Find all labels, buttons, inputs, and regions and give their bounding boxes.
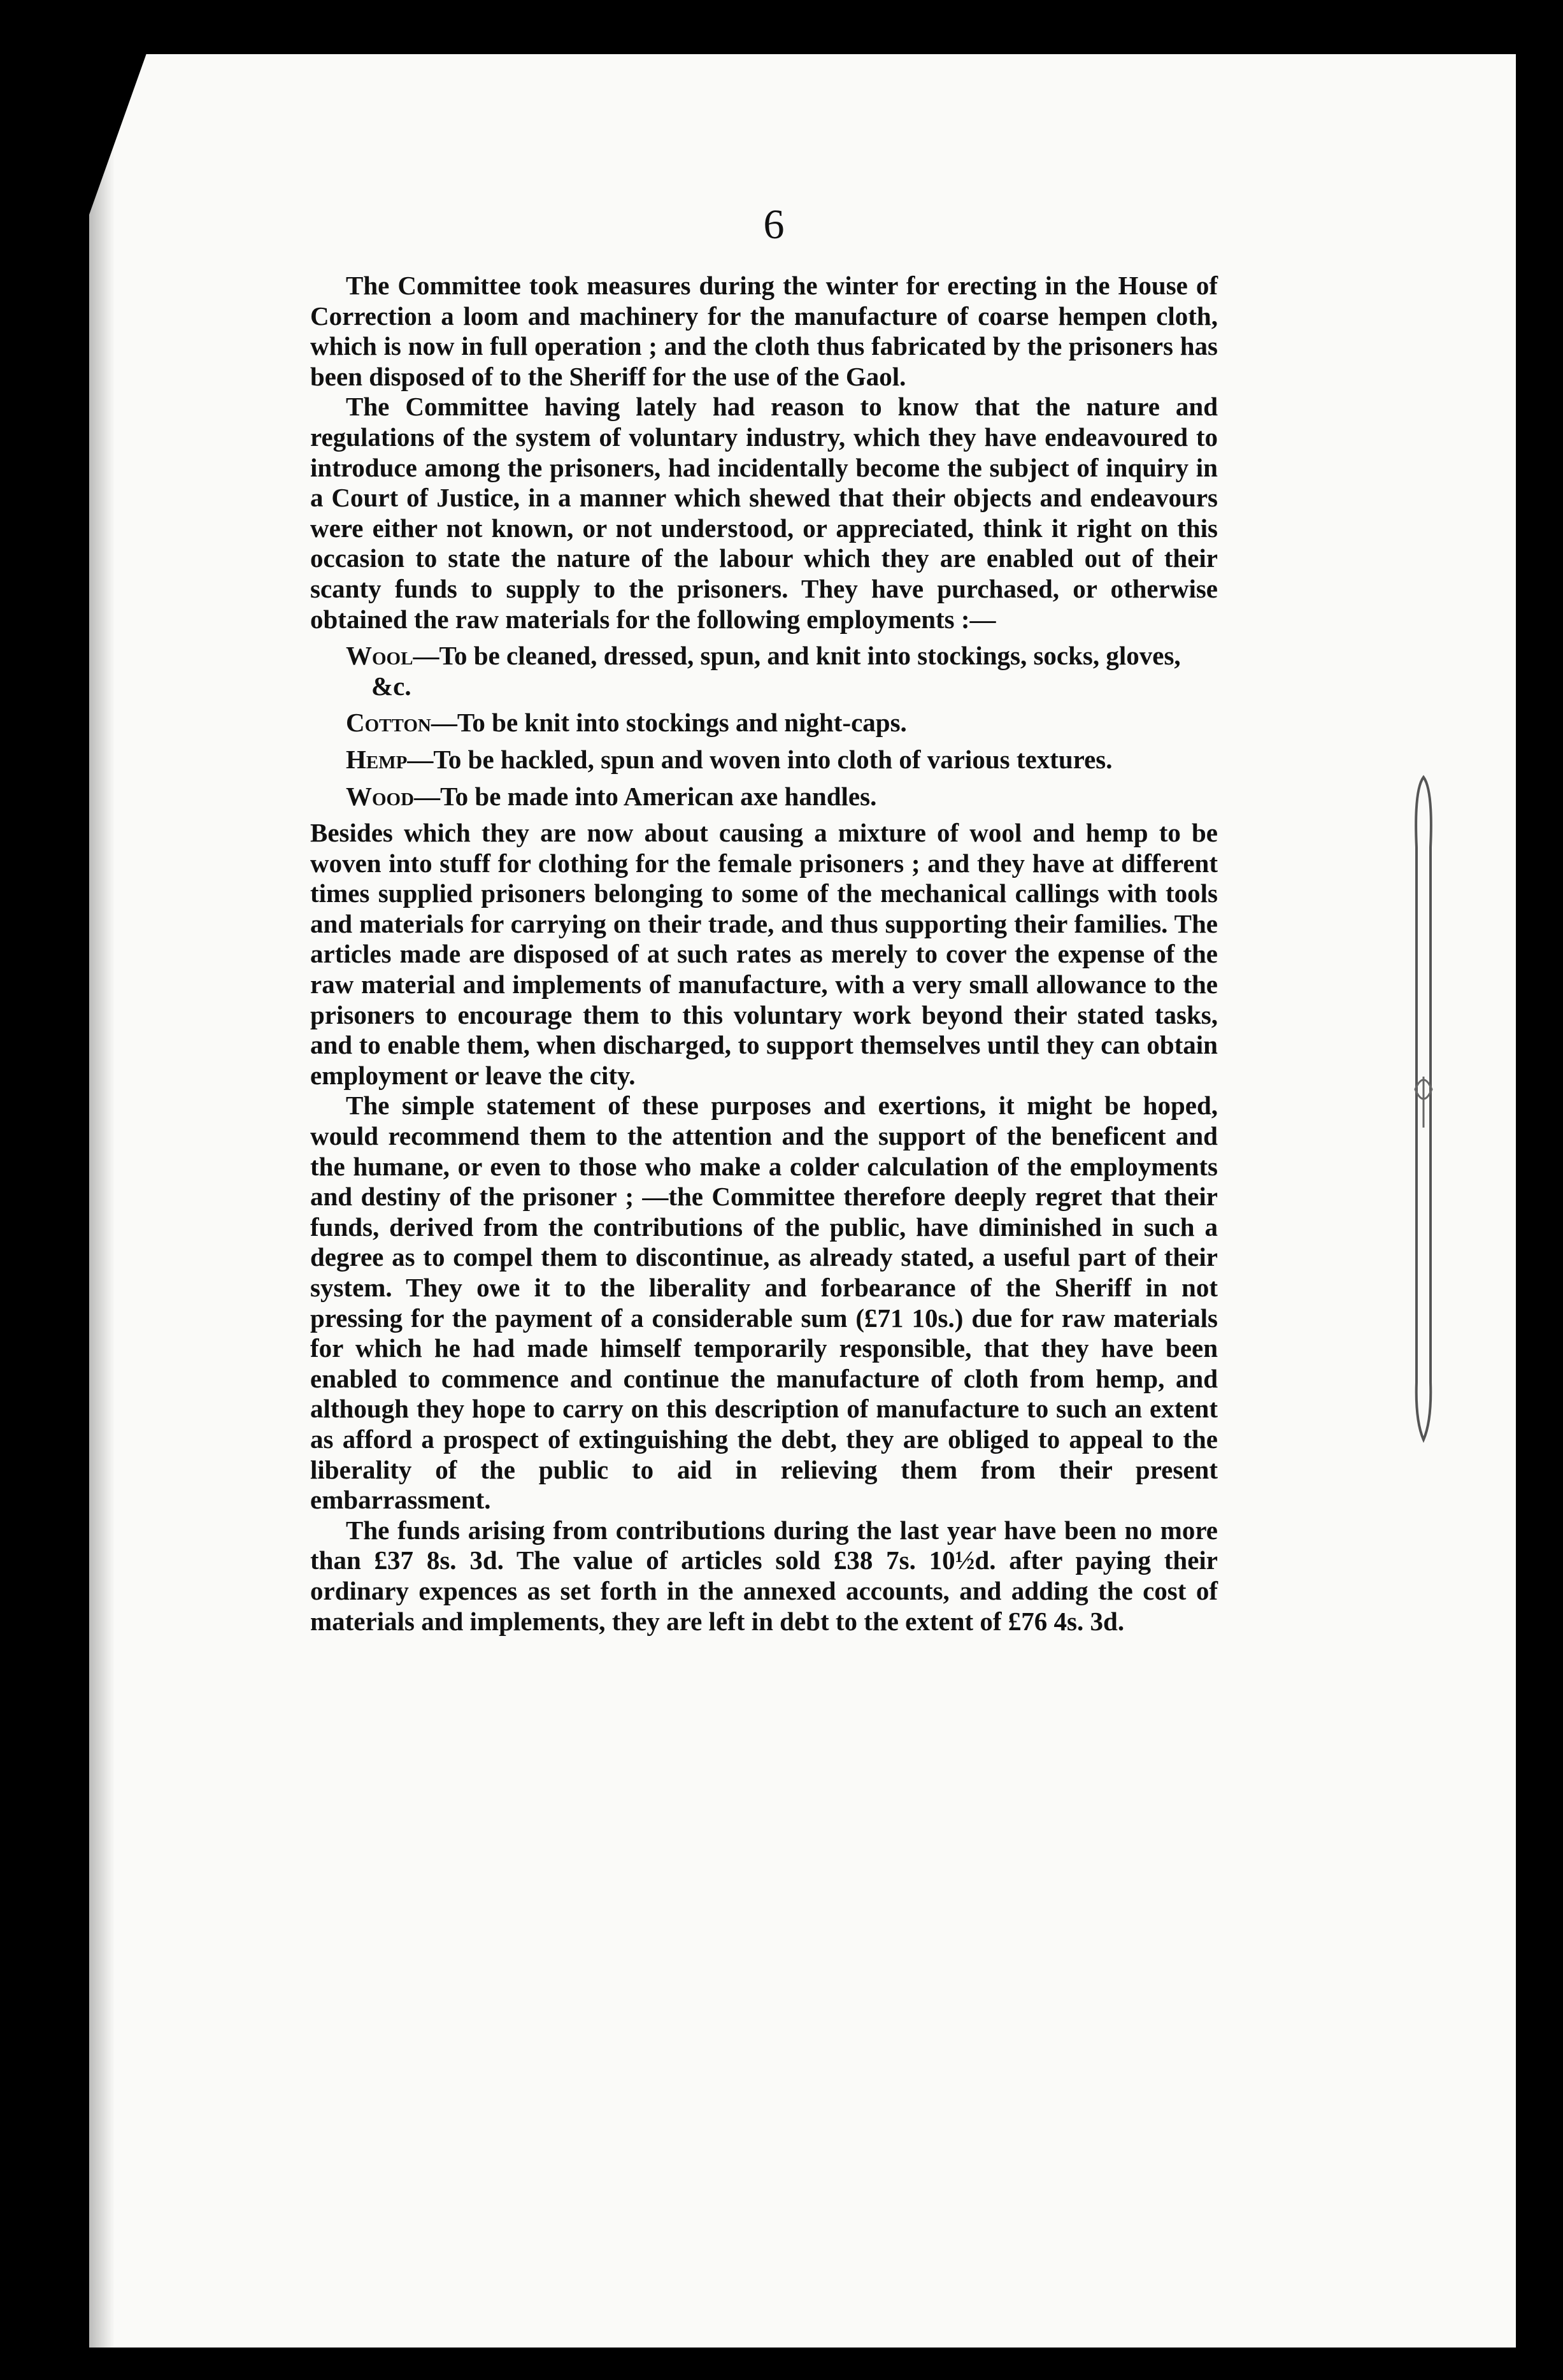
employment-text: —To be cleaned, dressed, spun, and knit into stockings, socks, gloves, &c.	[371, 641, 1181, 701]
employment-term: Cotton	[346, 708, 431, 738]
employment-wool	[346, 641, 1218, 701]
paragraph-voluntary-industry: The Committee having lately had reason to know that the nature and regulations of the system of voluntary industry, which they have endeavoured to introduce among the prisoners, had incidentally become the subject of inquiry in a Court of Justice, in a manner which shewed that their objects and endeavours were either not known, or not understood, or appreciated, think it right on this occasion to state the nature of the labour which they are enabled out of their scanty funds to supply to the prisoners. They have purchased, or otherwise obtained the raw materials for the following employments :—	[310, 392, 1218, 634]
employment-text: —To be knit into stockings and night-caps.	[431, 708, 907, 738]
employment-text: —To be made into American axe handles.	[414, 781, 877, 811]
page-edge-shadow	[89, 54, 115, 2348]
employment-text: —To be hackled, spun and woven into cloth of various textures.	[407, 744, 1113, 774]
paragraph-appeal: The simple statement of these purposes and exertions, it might be hoped, would recommend them to the attention and the support of the beneficent and the humane, or even to those who make a colder calculation of the employments and destiny of the prisoner ; —the Committee therefore deeply regret that their funds, derived from the contributions of the public, have diminished in such a degree as to compel them to discontinue, as already stated, a useful part of their system. They owe it to the liberality and forbearance of the Sheriff in not pressing for the payment of a considerable sum (£71 10s.) due for raw materials for which he had made himself temporarily responsible, that they have been enabled to commence and continue the manufacture of cloth from hemp, and although they hope to carry on this description of manufacture to such an extent as afford a prospect of extinguishing the debt, they are obliged to appeal to the liberality of the public to aid in relieving them from their present embarrassment.	[310, 1091, 1218, 1515]
employment-hemp	[346, 745, 1218, 775]
employment-term: Hemp	[346, 744, 408, 774]
binding-string-icon	[1409, 771, 1438, 1446]
paragraph-loom: The Committee took measures during the winter for erecting in the House of Correction a loom and machinery for the manufacture of coarse hempen cloth, which is now in full operation ; and the cloth thus fabricated by the prisoners has been disposed of to the Sheriff for the use of the Gaol.	[310, 271, 1218, 391]
employment-term: Wool	[346, 641, 413, 671]
employment-cotton	[346, 708, 1218, 738]
paragraph-funds: The funds arising from contributions during the last year have been no more than £37 8s. 3d. The value of articles sold £38 7s. 10½d. after paying their ordinary expences as set forth in the annexed accounts, and adding the cost of materials and implements, they are left in debt to the extent of £76 4s. 3d.	[310, 1515, 1218, 1636]
document-body	[310, 271, 1218, 1637]
employments-list	[346, 641, 1218, 812]
page-number: 6	[763, 201, 785, 248]
employment-term: Wood	[346, 781, 415, 811]
paragraph-besides: Besides which they are now about causing a mixture of wool and hemp to be woven into stuff for clothing for the female prisoners ; and they have at different times supplied prisoners belonging to some of the mechanical callings with tools and materials for carrying on their trade, and thus supporting their families. The articles made are disposed of at such rates as merely to cover the expense of the raw material and implements of manufacture, with a very small allowance to the prisoners to encourage them to this voluntary work beyond their stated tasks, and to enable them, when discharged, to support themselves until they can obtain employment or leave the city.	[310, 818, 1218, 1090]
employment-wood	[346, 782, 1218, 812]
